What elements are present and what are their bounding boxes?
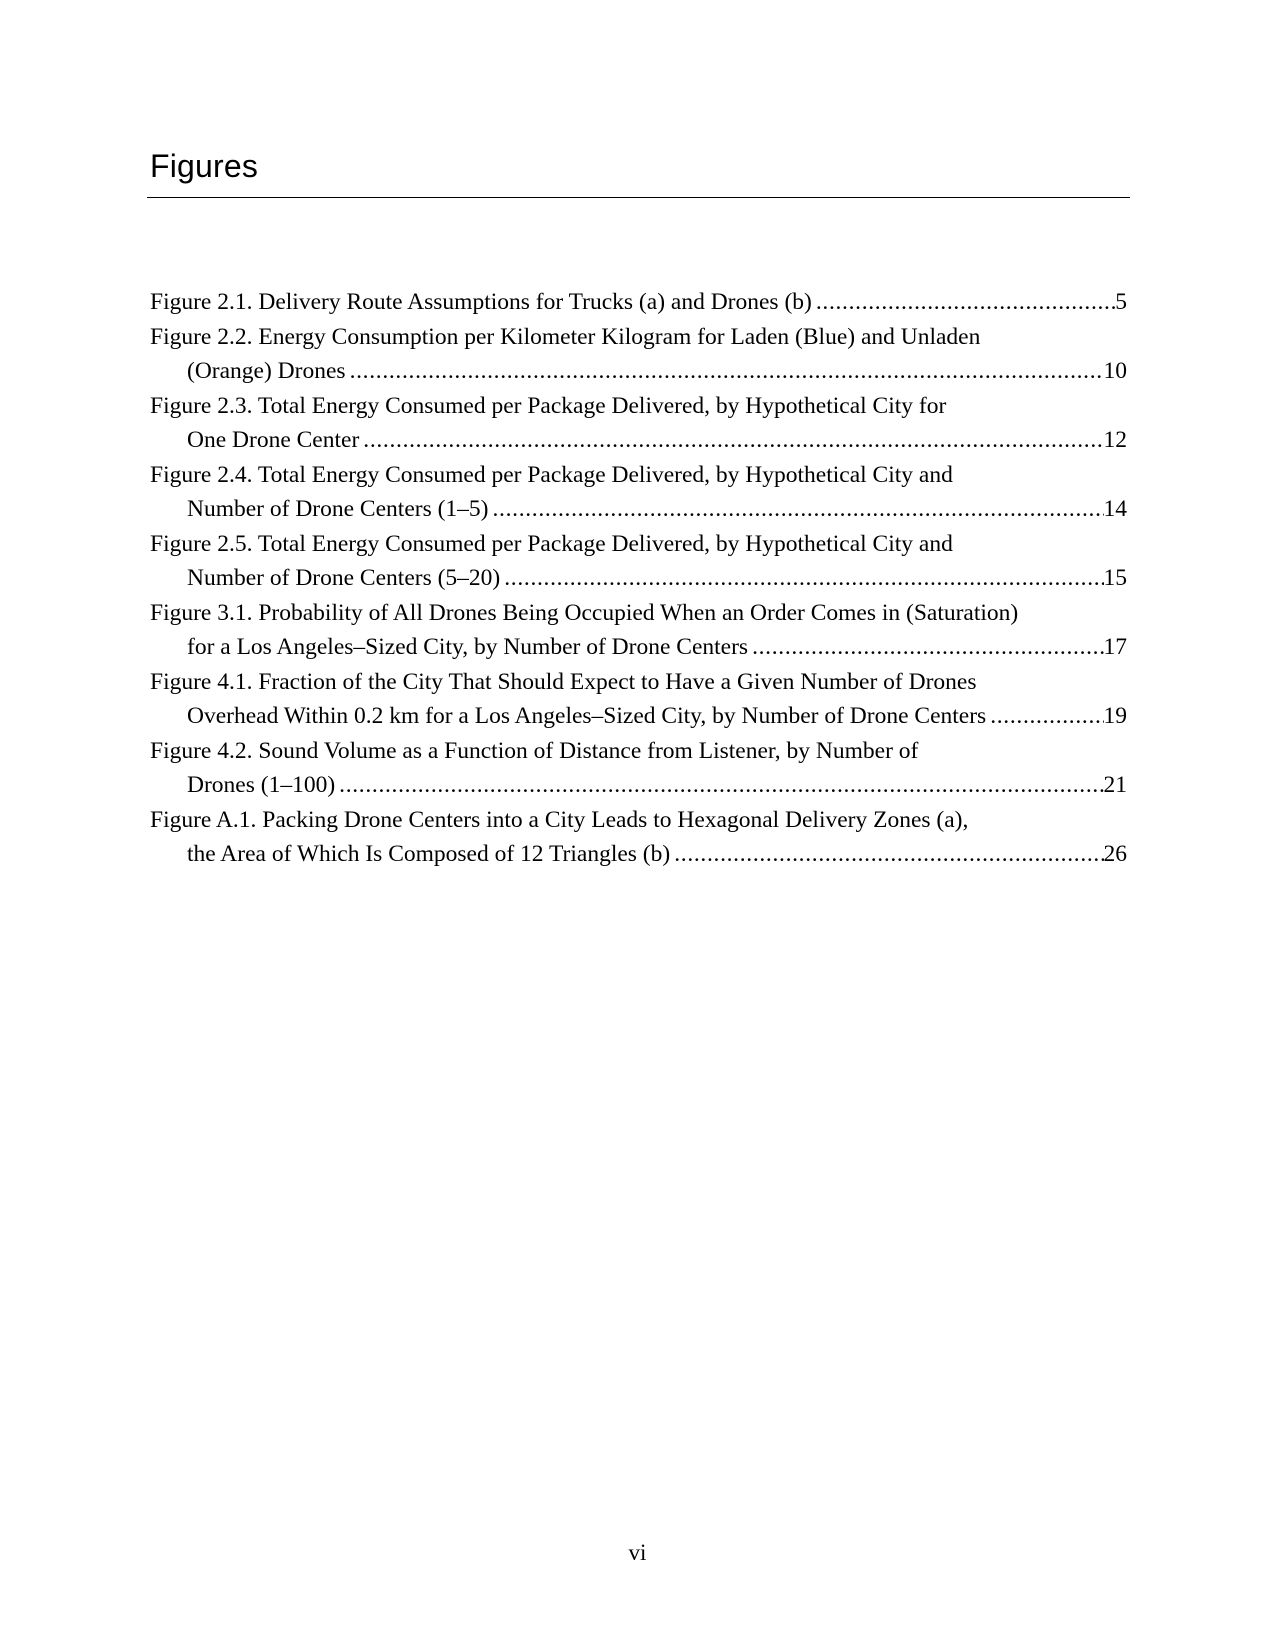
dot-leader	[489, 492, 1104, 527]
toc-entry-figure-4-2[interactable]	[150, 734, 1127, 803]
dot-leader	[335, 768, 1103, 803]
toc-line-continuation	[150, 699, 1127, 734]
toc-line-continuation	[150, 630, 1127, 665]
toc-entry-page-number: 15	[1103, 565, 1127, 591]
toc-entry-page-number: 5	[1115, 289, 1127, 315]
dot-leader	[812, 285, 1115, 320]
toc-entry-title-continued: for a Los Angeles–Sized City, by Number of Drone Centers	[187, 634, 749, 660]
toc-line	[150, 389, 1127, 424]
toc-line-continuation	[150, 561, 1127, 596]
toc-line-continuation	[150, 492, 1127, 527]
toc-entry-title: Figure 2.5. Total Energy Consumed per Package Delivered, by Hypothetical City and	[150, 530, 953, 557]
toc-line	[150, 320, 1127, 355]
toc-entry-title-continued: (Orange) Drones	[187, 358, 346, 384]
toc-line	[150, 596, 1127, 631]
toc-entry-figure-4-1[interactable]	[150, 665, 1127, 734]
toc-line	[150, 527, 1127, 562]
toc-entry-title: Figure 4.2. Sound Volume as a Function of Distance from Listener, by Number of	[150, 737, 919, 764]
page-title: Figures	[150, 148, 259, 184]
toc-line-continuation	[150, 354, 1127, 389]
heading-divider	[147, 197, 1130, 198]
toc-entry-figure-2-5[interactable]	[150, 527, 1127, 596]
toc-entry-page-number: 17	[1103, 634, 1127, 660]
toc-line	[150, 285, 1127, 320]
dot-leader	[346, 354, 1104, 389]
toc-entry-title-continued: the Area of Which Is Composed of 12 Triangles (b)	[187, 841, 671, 867]
toc-entry-figure-a-1[interactable]	[150, 803, 1127, 872]
list-of-figures	[150, 285, 1127, 872]
page-number: vi	[628, 1540, 647, 1565]
toc-entry-figure-3-1[interactable]	[150, 596, 1127, 665]
toc-entry-page-number: 19	[1103, 703, 1127, 729]
toc-entry-figure-2-3[interactable]	[150, 389, 1127, 458]
toc-entry-title: Figure 2.3. Total Energy Consumed per Package Delivered, by Hypothetical City for	[150, 392, 947, 419]
toc-entry-title: Figure 2.4. Total Energy Consumed per Package Delivered, by Hypothetical City and	[150, 461, 953, 488]
toc-entry-figure-2-2[interactable]	[150, 320, 1127, 389]
toc-entry-title-continued: Number of Drone Centers (1–5)	[187, 496, 489, 522]
toc-entry-title-continued: One Drone Center	[187, 427, 360, 453]
toc-entry-figure-2-4[interactable]	[150, 458, 1127, 527]
toc-line	[150, 803, 1127, 838]
dot-leader	[359, 423, 1103, 458]
toc-entry-title: Figure 3.1. Probability of All Drones Being Occupied When an Order Comes in (Saturation)	[150, 599, 1019, 626]
toc-entry-figure-2-1[interactable]	[150, 285, 1127, 320]
toc-line-continuation	[150, 837, 1127, 872]
toc-entry-page-number: 12	[1103, 427, 1127, 453]
toc-entry-title: Figure 2.1. Delivery Route Assumptions for Trucks (a) and Drones (b)	[150, 289, 812, 315]
toc-entry-page-number: 26	[1103, 841, 1127, 867]
toc-entry-title: Figure 4.1. Fraction of the City That Should Expect to Have a Given Number of Drones	[150, 668, 977, 695]
toc-entry-title-continued: Number of Drone Centers (5–20)	[187, 565, 501, 591]
toc-line	[150, 734, 1127, 769]
toc-entry-title-continued: Drones (1–100)	[187, 772, 336, 798]
toc-line-continuation	[150, 423, 1127, 458]
toc-entry-title-continued: Overhead Within 0.2 km for a Los Angeles–Sized City, by Number of Drone Centers	[187, 703, 987, 729]
dot-leader	[500, 561, 1103, 596]
toc-entry-page-number: 10	[1103, 358, 1127, 384]
dot-leader	[670, 837, 1103, 872]
toc-line	[150, 458, 1127, 493]
dot-leader	[986, 699, 1103, 734]
dot-leader	[748, 630, 1103, 665]
toc-entry-title: Figure A.1. Packing Drone Centers into a City Leads to Hexagonal Delivery Zones (a),	[150, 806, 969, 833]
toc-entry-title: Figure 2.2. Energy Consumption per Kilometer Kilogram for Laden (Blue) and Unladen	[150, 323, 981, 350]
toc-entry-page-number: 21	[1103, 772, 1127, 798]
toc-entry-page-number: 14	[1103, 496, 1127, 522]
toc-line	[150, 665, 1127, 700]
toc-line-continuation	[150, 768, 1127, 803]
